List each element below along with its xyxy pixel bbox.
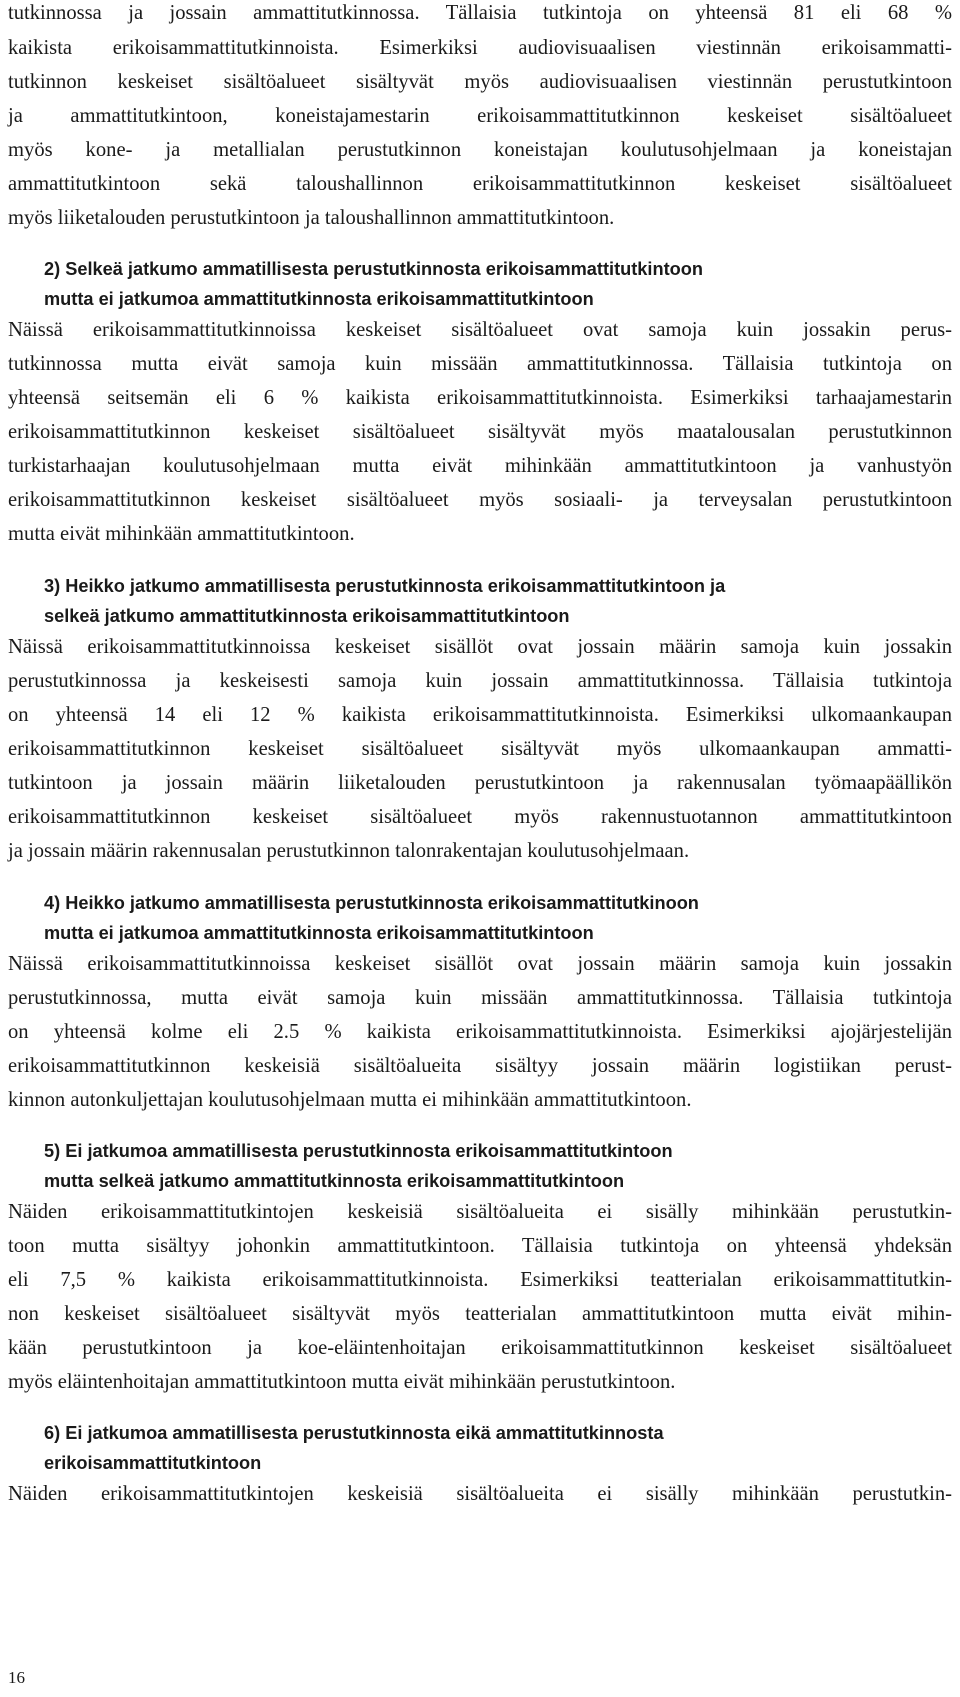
paragraph-line: yhteensä seitsemän eli 6 % kaikista erikoisammattitutkinnoista. Esimerkiksi tarhaajamestarin [8,387,952,409]
paragraph-line: Näissä erikoisammattitutkinnoissa keskeiset sisältöalueet ovat samoja kuin jossakin perus- [8,319,952,341]
paragraph-line: Näiden erikoisammattitutkintojen keskeisiä sisältöalueita ei sisälly mihinkään perustutkin- [8,1201,952,1223]
paragraph-line: erikoisammattitutkinnon keskeiset sisältöalueet sisältyvät myös ulkomaankaupan ammatti- [8,738,952,760]
paragraph-line: tutkinnossa ja jossain ammattitutkinnossa. Tällaisia tutkintoja on yhteensä 81 eli 68 % [8,2,952,24]
paragraph-line: turkistarhaajan koulutusohjelmaan mutta eivät mihinkään ammattitutkintoon ja vanhustyön [8,455,952,477]
paragraph-line: myös liiketalouden perustutkintoon ja taloushallinnon ammattitutkintoon. [8,207,615,229]
paragraph-line: myös eläintenhoitajan ammattitutkintoon mutta eivät mihinkään perustutkintoon. [8,1371,676,1393]
paragraph-line: eli 7,5 % kaikista erikoisammattitutkinnoista. Esimerkiksi teatterialan erikoisammattitutkin- [8,1269,952,1291]
paragraph-line: kään perustutkintoon ja koe-eläintenhoitajan erikoisammattitutkinnon keskeiset sisältöalueet [8,1337,952,1359]
paragraph-line: toon mutta sisältyy johonkin ammattitutkintoon. Tällaisia tutkintoja on yhteensä yhdeksän [8,1235,952,1257]
paragraph-line: kinnon autonkuljettajan koulutusohjelmaan mutta ei mihinkään ammattitutkintoon. [8,1089,692,1111]
section-heading: 6) Ei jatkumoa ammatillisesta perustutkinnosta eikä ammattitutkinnosta [44,1423,664,1443]
paragraph-line: on yhteensä 14 eli 12 % kaikista erikoisammattitutkinnoista. Esimerkiksi ulkomaankaupan [8,704,952,726]
paragraph-line: non keskeiset sisältöalueet sisältyvät myös teatterialan ammattitutkintoon mutta eivät mihin- [8,1303,952,1325]
section-heading: erikoisammattitutkintoon [44,1453,262,1473]
paragraph-line: ammattitutkintoon sekä taloushallinnon erikoisammattitutkinnon keskeiset sisältöalueet [8,173,952,195]
paragraph-line: ja ammattitutkintoon, koneistajamestarin erikoisammattitutkinnon keskeiset sisältöalueet [8,105,952,127]
paragraph-line: tutkintoon ja jossain määrin liiketalouden perustutkintoon ja rakennusalan työmaapäällikön [8,772,952,794]
paragraph-line: ja jossain määrin rakennusalan perustutkinnon talonrakentajan koulutusohjelmaan. [8,840,690,862]
paragraph-line: erikoisammattitutkinnon keskeiset sisältöalueet myös sosiaali- ja terveysalan perustutkintoon [8,489,952,511]
paragraph-line: erikoisammattitutkinnon keskeiset sisältöalueet sisältyvät myös maatalousalan perustutkinnon [8,421,952,443]
section-heading: 2) Selkeä jatkumo ammatillisesta perustutkinnosta erikoisammattitutkintoon [44,259,703,279]
section-heading: 4) Heikko jatkumo ammatillisesta perustutkinnosta erikoisammattitutkinoon [44,893,699,913]
section-heading: 3) Heikko jatkumo ammatillisesta perustutkinnosta erikoisammattitutkintoon ja [44,576,726,596]
paragraph-line: Näissä erikoisammattitutkinnoissa keskeiset sisällöt ovat jossain määrin samoja kuin jossakin [8,953,952,975]
paragraph-line: on yhteensä kolme eli 2.5 % kaikista erikoisammattitutkinnoista. Esimerkiksi ajojärjestelijän [8,1021,952,1043]
section-heading: mutta ei jatkumoa ammattitutkinnosta erikoisammattitutkintoon [44,289,594,309]
paragraph-line: tutkinnon keskeiset sisältöalueet sisältyvät myös audiovisuaalisen viestinnän perustutkintoon [8,71,952,93]
section-heading: mutta selkeä jatkumo ammattitutkinnosta erikoisammattitutkintoon [44,1171,625,1191]
section-heading: 5) Ei jatkumoa ammatillisesta perustutkinnosta erikoisammattitutkintoon [44,1141,673,1161]
section-heading: mutta ei jatkumoa ammattitutkinnosta erikoisammattitutkintoon [44,923,594,943]
paragraph-line: erikoisammattitutkinnon keskeisiä sisältöalueita sisältyy jossain määrin logistiikan perust- [8,1055,952,1077]
paragraph-line: tutkinnossa mutta eivät samoja kuin missään ammattitutkinnossa. Tällaisia tutkintoja on [8,353,952,375]
paragraph-line: perustutkinnossa ja keskeisesti samoja kuin jossain ammattitutkinnossa. Tällaisia tutkintoja [8,670,952,692]
page-number: 16 [8,1668,25,1687]
paragraph-line: erikoisammattitutkinnon keskeiset sisältöalueet myös rakennustuotannon ammattitutkintoon [8,806,952,828]
section-heading: selkeä jatkumo ammattitutkinnosta erikoisammattitutkintoon [44,606,570,626]
paragraph-line: Näissä erikoisammattitutkinnoissa keskeiset sisällöt ovat jossain määrin samoja kuin jossakin [8,636,952,658]
paragraph-line: mutta eivät mihinkään ammattitutkintoon. [8,523,355,545]
paragraph-line: kaikista erikoisammattitutkinnoista. Esimerkiksi audiovisuaalisen viestinnän erikoisammatti- [8,37,952,59]
paragraph-line: myös kone- ja metallialan perustutkinnon koneistajan koulutusohjelmaan ja koneistajan [8,139,952,161]
paragraph-line: Näiden erikoisammattitutkintojen keskeisiä sisältöalueita ei sisälly mihinkään perustutkin- [8,1483,952,1505]
paragraph-line: perustutkinnossa, mutta eivät samoja kuin missään ammattitutkinnossa. Tällaisia tutkintoja [8,987,952,1009]
